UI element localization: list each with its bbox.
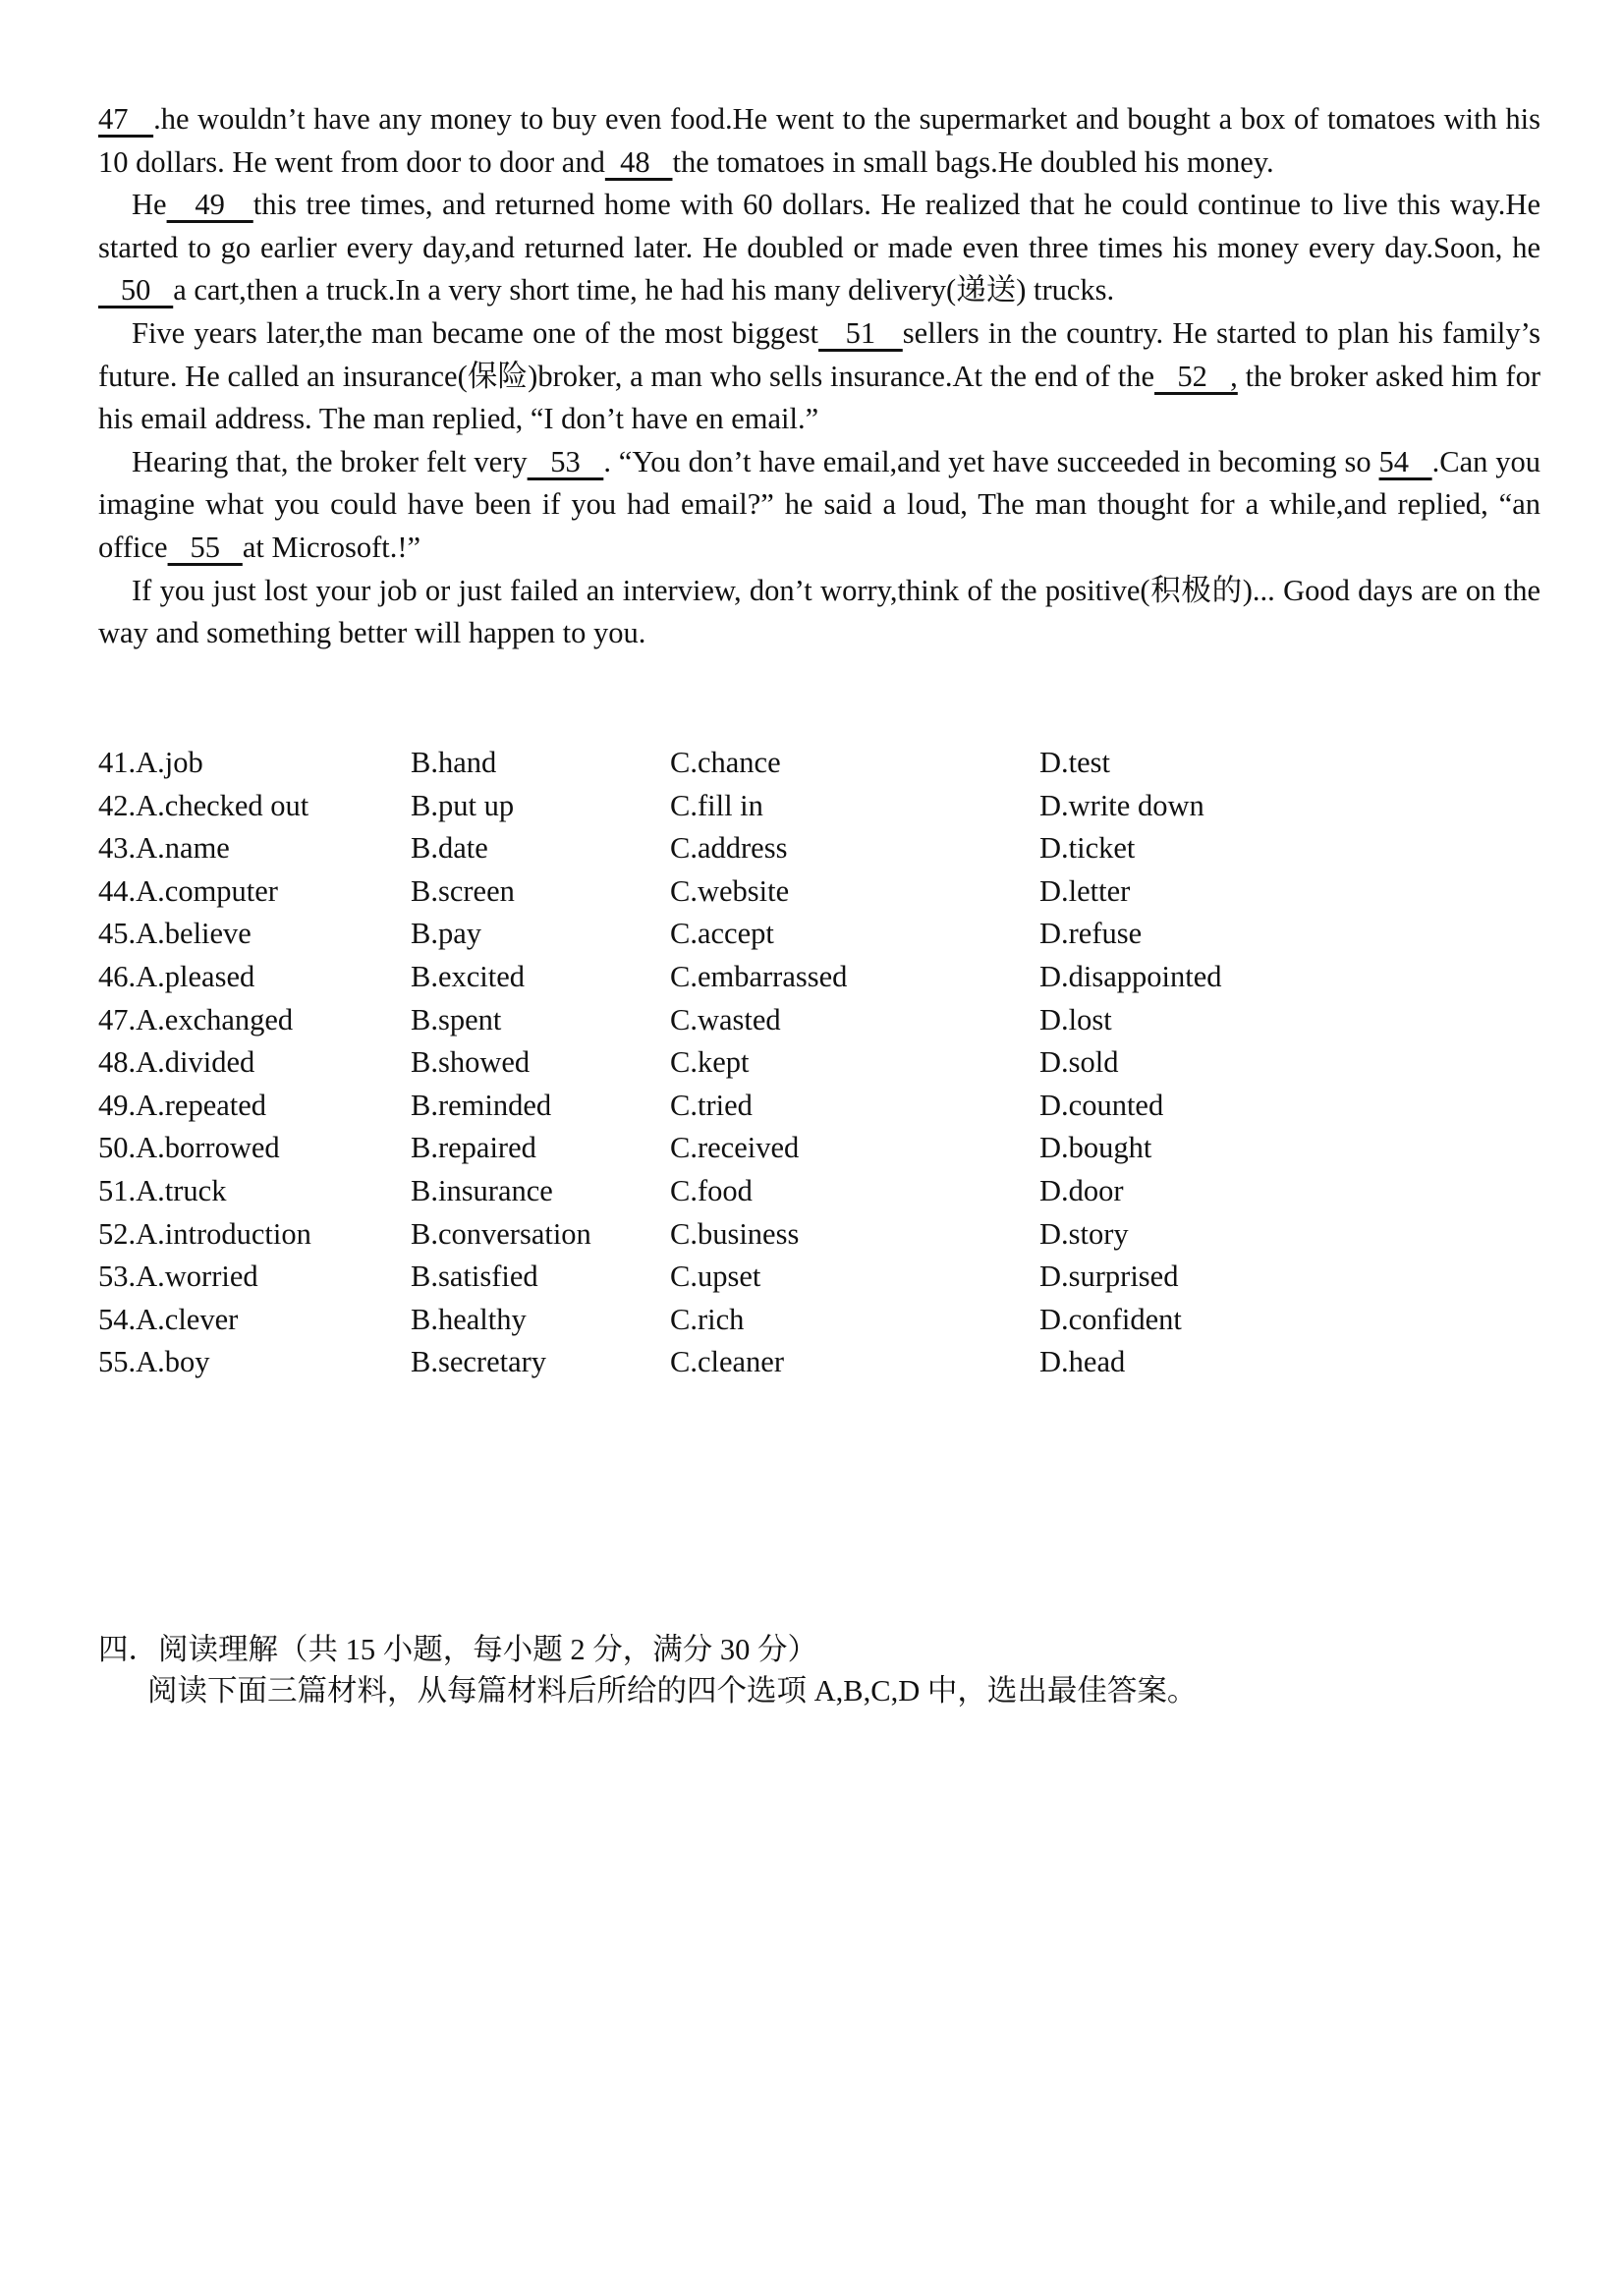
- option-c: C.wasted: [670, 1002, 781, 1036]
- section-instruction: 阅读下面三篇材料，从每篇材料后所给的四个选项 A,B,C,D 中，选出最佳答案。: [147, 1674, 1198, 1708]
- option-a: 50.A.borrowed: [98, 1131, 280, 1165]
- option-d: D.test: [1039, 746, 1111, 779]
- option-d: D.write down: [1039, 788, 1204, 822]
- option-b: B.pay: [411, 917, 482, 951]
- cloze-blank: 47: [98, 102, 154, 136]
- option-row: [98, 1127, 1474, 1170]
- option-row: [98, 913, 1474, 956]
- option-b: B.satisfied: [411, 1260, 538, 1294]
- passage-paragraph: [98, 441, 1540, 570]
- option-b: B.healthy: [411, 1302, 527, 1336]
- cloze-blank: 48: [604, 144, 673, 179]
- option-row: [98, 1170, 1474, 1213]
- option-d: D.bought: [1039, 1131, 1152, 1165]
- passage-text: He: [132, 188, 167, 222]
- option-a: 41.A.job: [98, 746, 203, 779]
- option-row: [98, 785, 1474, 828]
- passage-text: a cart,then a truck.In a very short time, he had his many delivery(递送) trucks.: [173, 273, 1115, 308]
- option-a: 54.A.clever: [98, 1302, 239, 1336]
- option-c: C.kept: [670, 1045, 750, 1080]
- cloze-blank: 54: [1378, 444, 1432, 478]
- passage-text: .Can you imagine what you could have been if you had email?” he said a loud, The man thought for a while,and replied, “an office: [98, 444, 1540, 564]
- passage-paragraph: [98, 98, 1540, 184]
- option-row: [98, 1299, 1474, 1342]
- option-b: B.conversation: [411, 1216, 591, 1251]
- option-b: B.repaired: [411, 1131, 536, 1165]
- option-row: [98, 1041, 1474, 1085]
- option-b: B.screen: [411, 873, 515, 908]
- passage-text: the tomatoes in small bags.He doubled his money.: [672, 144, 1274, 179]
- cloze-blank: 51: [818, 315, 903, 350]
- option-c: C.business: [670, 1216, 800, 1251]
- cloze-blank: 52 ,: [1154, 359, 1238, 393]
- cloze-blank: 53: [527, 444, 604, 478]
- option-d: D.disappointed: [1039, 959, 1222, 993]
- option-row: [98, 742, 1474, 785]
- cloze-blank: 50: [98, 273, 174, 308]
- option-row: [98, 827, 1474, 870]
- option-a: 53.A.worried: [98, 1260, 258, 1294]
- option-a: 45.A.believe: [98, 917, 252, 951]
- passage-paragraph: [98, 312, 1540, 441]
- option-a: 49.A.repeated: [98, 1088, 267, 1122]
- option-d: D.confident: [1039, 1302, 1182, 1336]
- section-heading: 四．阅读理解（共 15 小题，每小题 2 分，满分 30 分）: [98, 1633, 817, 1666]
- option-row: [98, 870, 1474, 914]
- option-c: C.cleaner: [670, 1345, 784, 1379]
- option-c: C.received: [670, 1131, 800, 1165]
- option-a: 46.A.pleased: [98, 959, 255, 993]
- passage-paragraph: [98, 570, 1540, 655]
- option-d: D.head: [1039, 1345, 1126, 1379]
- option-b: B.secretary: [411, 1345, 547, 1379]
- option-row: [98, 1085, 1474, 1128]
- option-b: B.spent: [411, 1002, 502, 1036]
- option-a: 42.A.checked out: [98, 788, 309, 822]
- option-b: B.put up: [411, 788, 515, 822]
- option-a: 55.A.boy: [98, 1345, 210, 1379]
- option-row: [98, 999, 1474, 1042]
- option-row: [98, 1341, 1474, 1384]
- option-c: C.rich: [670, 1302, 745, 1336]
- option-d: D.refuse: [1039, 917, 1143, 951]
- passage-text: .he wouldn’t have any money to buy even food.He went to the supermarket and bought a box of tomatoes with his 10 dollars. He went from door to door and: [98, 102, 1540, 179]
- option-b: B.showed: [411, 1045, 531, 1080]
- option-c: C.tried: [670, 1088, 753, 1122]
- option-a: 43.A.name: [98, 831, 230, 866]
- passage-text: this tree times, and returned home with 60 dollars. He realized that he could continue to live this way.He started to go earlier every day,and returned later. He doubled or made even three times his money every day.Soon, he: [98, 188, 1540, 264]
- option-a: 44.A.computer: [98, 873, 278, 908]
- option-b: B.excited: [411, 959, 526, 993]
- option-c: C.chance: [670, 746, 781, 779]
- option-d: D.lost: [1039, 1002, 1112, 1036]
- passage-text: . “You don’t have email,and yet have succeeded in becoming so: [603, 444, 1379, 478]
- option-d: D.surprised: [1039, 1260, 1179, 1294]
- option-c: C.address: [670, 831, 788, 866]
- option-row: [98, 1213, 1474, 1257]
- reading-section: [98, 1629, 1533, 1711]
- passage-text: sellers in the country. He started to plan his family’s future. He called an insurance(保险)broker, a man who sells insurance.At the end of the: [98, 315, 1540, 393]
- answer-options: [98, 742, 1474, 1384]
- passage-paragraph: [98, 184, 1540, 312]
- option-c: C.food: [670, 1173, 753, 1207]
- option-d: D.door: [1039, 1173, 1124, 1207]
- passage-text: If you just lost your job or just failed an interview, don’t worry,think of the positive(积极的)... Good days are on the way and something better will happen to you.: [98, 573, 1540, 650]
- cloze-blank: 55: [167, 530, 243, 564]
- option-b: B.reminded: [411, 1088, 552, 1122]
- option-c: C.upset: [670, 1260, 761, 1294]
- option-a: 52.A.introduction: [98, 1216, 311, 1251]
- option-row: [98, 956, 1474, 999]
- option-c: C.accept: [670, 917, 774, 951]
- option-d: D.letter: [1039, 873, 1131, 908]
- option-a: 47.A.exchanged: [98, 1002, 294, 1036]
- option-c: C.embarrassed: [670, 959, 848, 993]
- passage-text: Five years later,the man became one of the most biggest: [132, 315, 819, 350]
- option-d: D.counted: [1039, 1088, 1164, 1122]
- option-d: D.ticket: [1039, 831, 1136, 866]
- option-b: B.insurance: [411, 1173, 553, 1207]
- passage-text: Hearing that, the broker felt very: [132, 444, 528, 478]
- cloze-blank: 49: [166, 188, 253, 222]
- passage-text: at Microsoft.!”: [242, 530, 421, 564]
- option-b: B.hand: [411, 746, 497, 779]
- passage-text: the broker asked him for his email address. The man replied, “I don’t have en email.”: [98, 359, 1540, 436]
- cloze-passage: [98, 98, 1540, 655]
- option-d: D.sold: [1039, 1045, 1119, 1080]
- option-b: B.date: [411, 831, 488, 866]
- option-a: 51.A.truck: [98, 1173, 227, 1207]
- option-row: [98, 1256, 1474, 1299]
- option-c: C.fill in: [670, 788, 763, 822]
- option-c: C.website: [670, 873, 790, 908]
- option-d: D.story: [1039, 1216, 1129, 1251]
- option-a: 48.A.divided: [98, 1045, 255, 1080]
